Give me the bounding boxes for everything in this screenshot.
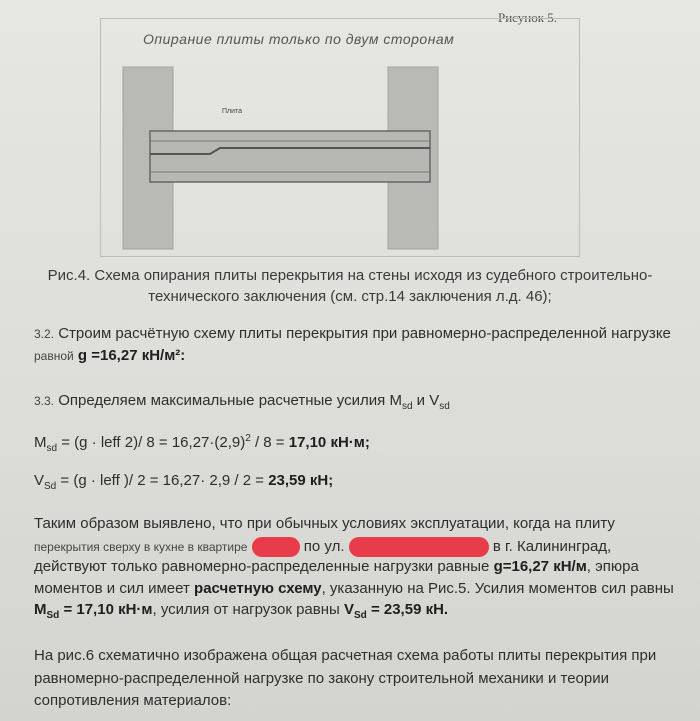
moment-formula: $M_{sd} = (g$ · leff 2)/ $8 = 16,27\cdot(2,9)^2 / 8 = 17,10$ кН·м; [34,433,370,454]
figure-caption: Рис.4. Схема опирания плиты перекрытия на стены исходя из судебного строительно- технического заключения (см. стр.14 заключения л.д. 46); [47,267,653,305]
conclusion-line-1: Таким образом выявлено, что при обычных условиях эксплуатации, когда на плиту [34,515,615,532]
shear-formula: $V_{Sd} = (g$ · leff )/ 2 = 16,27· 2,9 / 2 = 23,59 кН; [34,472,334,492]
conclusion-line-3: действуют только равномерно-распределенные нагрузки равные g=16,27 кН/м, эпюра [34,558,639,575]
final-line-2: равномерно-распределенной нагрузке по закону строительной механики и теории [34,670,609,687]
conclusion-line-2: перекрытия сверху в кухне в квартире по ул. в г. Калининград, [34,537,674,557]
section-3-2-line2: равной g =16,27 кН/м²: [34,347,186,364]
section-3-3: 3.3. Определяем максимальные расчетные усилия $M_{sd}$ и $V_{sd}$ [34,392,450,412]
slab [150,131,430,182]
redacted-apartment [252,537,300,557]
conclusion-line-5: $M_{Sd} = 17,10$ кН·м, усилия от нагрузок равны $V_{Sd} = 23,59$ кН. [34,601,449,621]
section-3-2-line1: 3.2. Строим расчётную схему плиты перекрытия при равномерно-распределенной нагрузке [34,325,671,342]
conclusion-line-4: моментов и сил имеет расчетную схему, указанную на Рис.5. Усилия моментов сил равны [34,580,674,597]
final-line-3: сопротивления материалов: [34,692,232,709]
redacted-street [349,537,489,557]
slab-label: Плита [222,108,243,115]
final-line-1: На рис.6 схематично изображена общая расчетная схема работы плиты перекрытия при [34,647,657,664]
figure-number: Рисунок 5. [498,10,558,25]
figure-title: Опирание плиты только по двум сторонам [143,31,455,47]
